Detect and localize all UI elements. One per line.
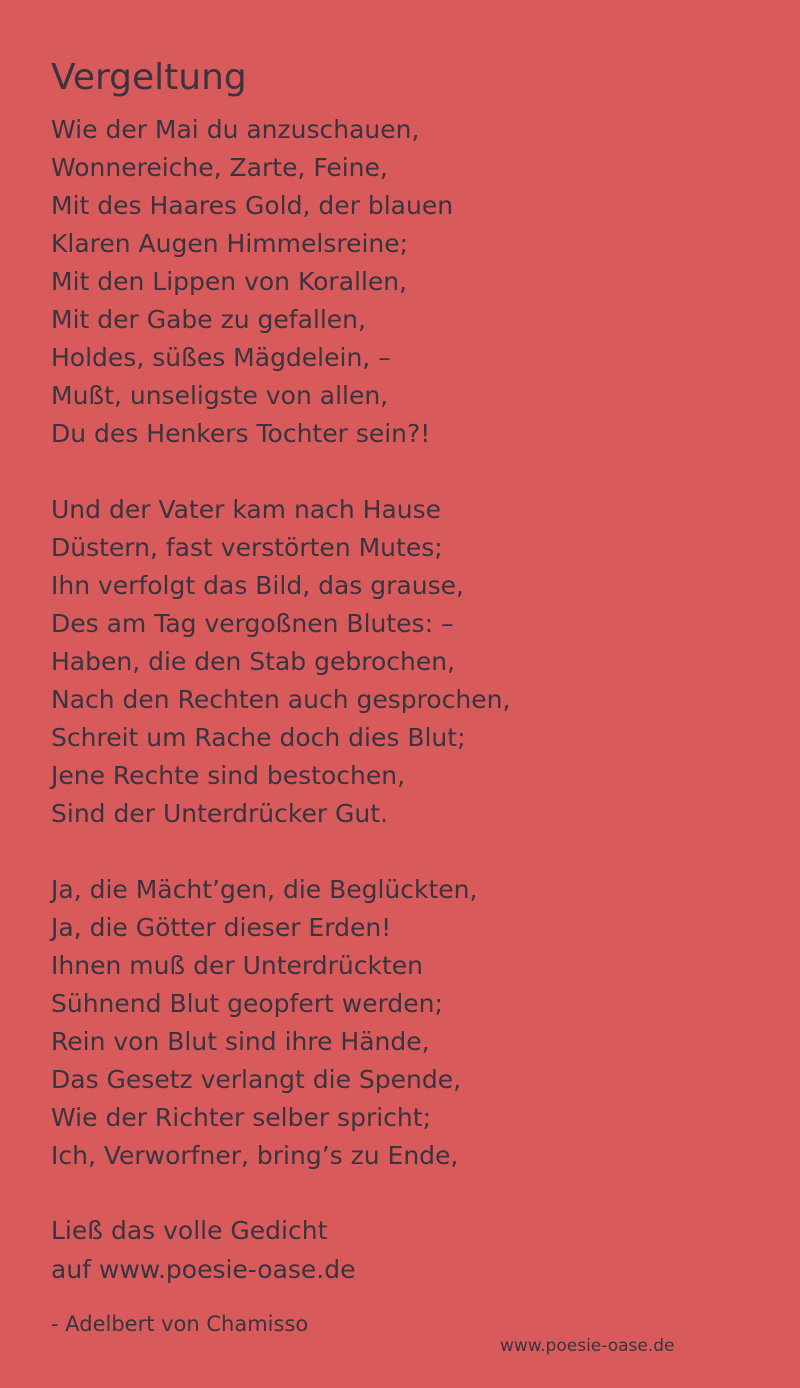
poem-body — [51, 111, 771, 1213]
stanza-2 — [51, 491, 771, 833]
poem-line: Des am Tag vergoßnen Blutes: – — [51, 609, 454, 638]
poem-title: Vergeltung — [51, 57, 247, 98]
poem-line: Mußt, unseligste von allen, — [51, 381, 389, 410]
cta-link[interactable]: auf www.poesie-oase.de — [51, 1255, 356, 1284]
poem-line: Nach den Rechten auch gesprochen, — [51, 685, 511, 714]
poem-line: Wie der Richter selber spricht; — [51, 1103, 431, 1132]
poem-line: Sind der Unterdrücker Gut. — [51, 799, 389, 828]
poem-line: Ja, die Götter dieser Erden! — [51, 913, 392, 942]
poem-line: Jene Rechte sind bestochen, — [51, 761, 406, 790]
poem-line: Haben, die den Stab gebrochen, — [51, 647, 456, 676]
poem-line: Klaren Augen Himmelsreine; — [51, 229, 409, 258]
poem-line: Ich, Verworfner, bring’s zu Ende, — [51, 1141, 459, 1170]
poem-line: Mit der Gabe zu gefallen, — [51, 305, 366, 334]
poem-line: Das Gesetz verlangt die Spende, — [51, 1065, 462, 1094]
full-poem-notice — [51, 1211, 356, 1289]
stanza-1 — [51, 111, 771, 453]
poem-author: - Adelbert von Chamisso — [51, 1312, 309, 1336]
poem-line: Mit den Lippen von Korallen, — [51, 267, 408, 296]
cta-line: Ließ das volle Gedicht — [51, 1216, 328, 1245]
poem-line: Mit des Haares Gold, der blauen — [51, 191, 454, 220]
poem-line: Wie der Mai du anzuschauen, — [51, 115, 420, 144]
poem-line: Düstern, fast verstörten Mutes; — [51, 533, 443, 562]
poem-line: Rein von Blut sind ihre Hände, — [51, 1027, 430, 1056]
poem-line: Holdes, süßes Mägdelein, – — [51, 343, 391, 372]
poem-line: Wonnereiche, Zarte, Feine, — [51, 153, 388, 182]
poem-line: Schreit um Rache doch dies Blut; — [51, 723, 466, 752]
poem-line: Ihnen muß der Unterdrückten — [51, 951, 424, 980]
poem-line: Ihn verfolgt das Bild, das grause, — [51, 571, 464, 600]
poem-line: Du des Henkers Tochter sein?! — [51, 419, 431, 448]
stanza-3 — [51, 871, 771, 1175]
poem-line: Ja, die Mächt’gen, die Beglückten, — [51, 875, 478, 904]
footer-website-link[interactable]: www.poesie-oase.de — [500, 1336, 675, 1356]
poem-line: Und der Vater kam nach Hause — [51, 495, 442, 524]
poem-line: Sühnend Blut geopfert werden; — [51, 989, 443, 1018]
